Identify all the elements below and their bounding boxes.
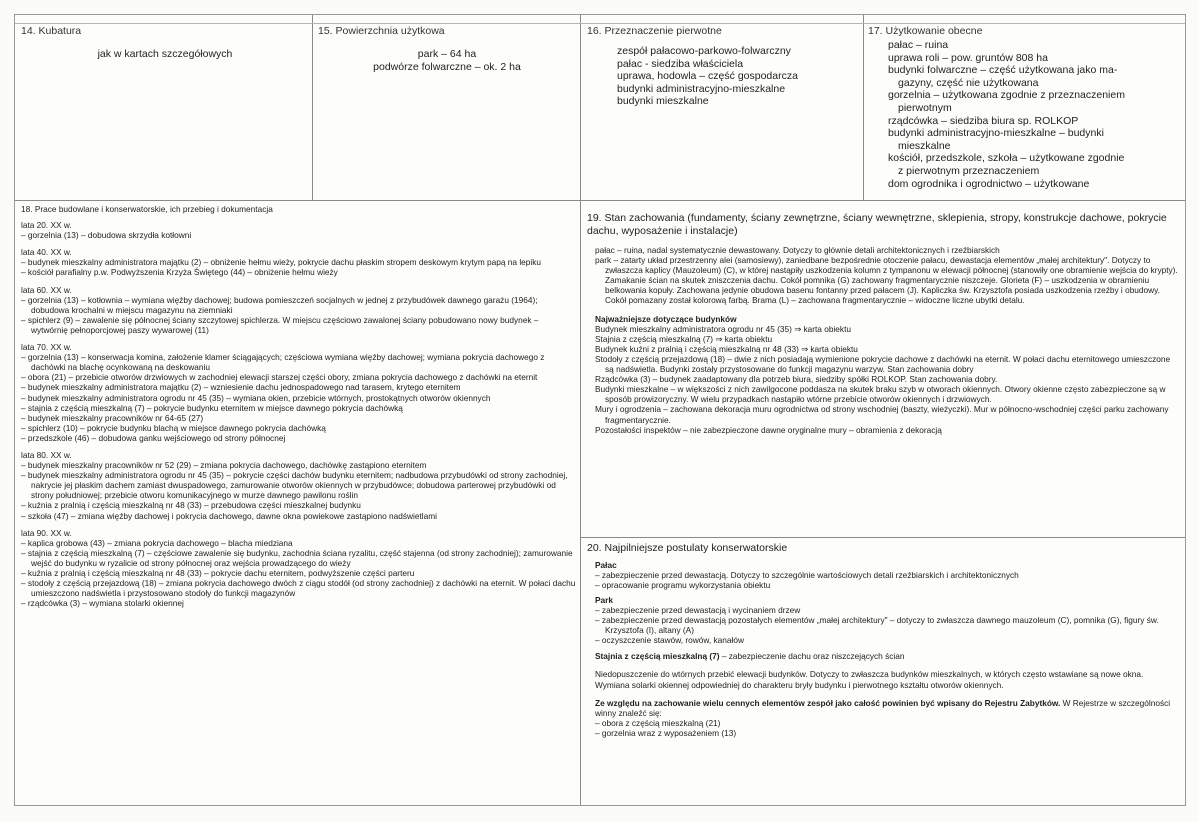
text-line: budynki administracyjno-mieszkalne – budynki <box>888 127 1104 140</box>
text-line: mieszkalne <box>898 139 951 152</box>
text-line: rządcówka – siedziba biura sp. ROLKOP <box>888 114 1079 127</box>
period-label: lata 20. XX w. <box>21 220 72 231</box>
list-item: – opracowanie programu wykorzystania obiektu <box>595 579 771 590</box>
text-line: zespół pałacowo-parkowo-folwarczny <box>617 45 791 57</box>
works-period <box>21 450 576 521</box>
text-line: pałac – ruina <box>888 39 949 51</box>
text-line: pierwotnym <box>898 101 952 114</box>
list-item: – obora (21) – przebicie otworów drzwiowych w zachodniej elewacji starszej części obory, zmiana pokrycia dachowego z dachówki na eternit <box>21 372 538 383</box>
text-line: budynki mieszkalne <box>617 95 709 108</box>
list-item: – spichlerz (9) – zawalenie się północnej ściany szczytowej spichlerza. W miejscu częściowo zawalonej ściany pobudowano nowy budynek – wytwórnię pełnoporcjowej paszy wywarowej (11) <box>21 314 539 335</box>
list-item: – gorzelnia (13) – konserwacja komina, założenie klamer ściągających; częściowa wymiana więźby dachowej; wymiana pokrycia dachowego z dachówki na blachę ocynkowaną na deskowaniu <box>21 352 545 373</box>
list-item: – szkoła (47) – zmiana więźby dachowej i pokrycia dachowego, dawne okna powiekowe zastąpiono nadświetlami <box>21 510 437 521</box>
list-item: Budynek mieszkalny administratora ogrodu nr 45 (35) ⇒ karta obiektu <box>595 323 851 334</box>
list-item: – budynek mieszkalny administratora majątku (2) – obniżenie hełmu wieży, pokrycie dachu płaskim stropem deskowym krytym papą na lepiku <box>21 257 542 268</box>
divider <box>15 200 1185 201</box>
works-period <box>21 220 576 240</box>
cell-postulaty <box>587 542 1178 799</box>
bold-text: Ze względu na zachowanie wielu cennych elementów zespół jako całość powinien być wpisany do Rejestru Zabytków. <box>595 697 1061 708</box>
cell-prace-budowlane <box>21 204 576 799</box>
bold-text: Stajnia z częścią mieszkalną (7) <box>595 651 720 662</box>
list-item: – budynek mieszkalny administratora ogrodu nr 45 (35) – wymiana okien, przebicie wtórnych, prostokątnych otworów okiennych <box>21 392 491 403</box>
list-item: Pozostałości inspektów – nie zabezpieczone dawne oryginalne mury – obramienia z dekoracją <box>595 424 942 435</box>
works-period <box>21 247 576 277</box>
list-item: – obora z częścią mieszkalną (21) <box>595 717 721 728</box>
section-label-palac: Pałac <box>595 559 617 570</box>
text-line: uprawa roli – pow. gruntów 808 ha <box>888 51 1048 64</box>
cell-kubatura <box>21 25 309 197</box>
list-item: – budynek mieszkalny pracowników nr 64-65 (27) <box>21 412 204 423</box>
works-list <box>21 220 576 608</box>
list-item: Budynki mieszkalne – w większości z nich zawilgocone poddasza na skutek braku szyb w otworach okiennych. Otwory okienne często zabezpieczone są w sposób prowizoryczny. W wielu przypadkach nastąpiło wtórne przebicie otworów okiennych i drzwiowych. <box>595 384 1166 405</box>
list-item: Rządcówka (3) – budynek zaadaptowany dla potrzeb biura, siedziby spółki ROLKOP. Stan zachowania dobry. <box>595 374 998 385</box>
text-line: dom ogrodnika i ogrodnictwo – użytkowane <box>888 177 1090 190</box>
cell-header: 14. Kubatura <box>21 25 82 37</box>
text-line: gorzelnia – użytkowana zgodnie z przeznaczeniem <box>888 89 1125 102</box>
cell-header: 19. Stan zachowania (fundamenty, ściany zewnętrzne, ściany wewnętrzne, sklepienia, stropy, konstrukcje dachowe, pokrycie dachu, wyposażenie i instalacje) <box>587 212 1167 237</box>
divider <box>312 15 313 200</box>
divider <box>863 15 864 200</box>
period-label: lata 90. XX w. <box>21 527 72 538</box>
list-item: – przedszkole (46) – dobudowa ganku wejściowego od strony północnej <box>21 432 286 443</box>
list-item: – spichlerz (10) – pokrycie budynku blachą w miejsce dawnego pokrycia dachówką <box>21 422 326 433</box>
text-line: gazyny, część nie użytkowana <box>898 76 1039 89</box>
cell-header: 20. Najpilniejsze postulaty konserwatorskie <box>587 542 788 554</box>
text-line: pałac - siedziba właściciela <box>617 57 744 70</box>
stajnia-postulate <box>595 651 1178 661</box>
cell-header: 15. Powierzchnia użytkowa <box>318 25 445 37</box>
works-period <box>21 342 576 443</box>
register-postulate <box>595 698 1178 718</box>
list-item: – stajnia z częścią mieszkalną (7) – częściowe zawalenie się budynku, zachodnia ściana ryzalitu, część stajenna (od strony zachodniej); zamurowanie wejść do budynku w ryzalicie od strony północnej oraz wejścia prowadzącego do wieży <box>21 547 573 568</box>
text-paragraph: Niedopuszczenie do wtórnych przebić elewacji budynków. Dotyczy to zwłaszcza budynków mieszkalnych, w których często wstawiane są nowe okna. Wymiana solarki okiennej odpowiedniej do charakteru bryły budynku i pierwotnego kształtu otworów okiennych. <box>595 669 1144 690</box>
condition-intro <box>595 245 1178 306</box>
cell-header: 16. Przeznaczenie pierwotne <box>587 25 722 37</box>
list-item: – budynek mieszkalny administratora majątku (2) – wzniesienie dachu jednospadowego nad tarasem, krytego eternitem <box>21 382 461 393</box>
list-item: – budynek mieszkalny pracowników nr 52 (29) – zmiana pokrycia dachowego, dachówkę zastąpiono eternitem <box>21 460 427 471</box>
period-label: lata 40. XX w. <box>21 247 72 258</box>
list-item: Mury i ogrodzenia – zachowana dekoracja muru ogrodnictwa od strony wschodniej (baszty, wieżyczki). Mur w północno-wschodniej części parku zachowany fragmentarycznie. <box>595 404 1169 425</box>
list-item: Stodoły z częścią przejazdową (18) – dwie z nich posiadają wymienione pokrycie dachowe z dachówki na eternit. W połaci dachu eternitowego umieszczone są nadświetla. Budynki zostały przystosowane do funkcji magazynu warzyw. Stan zachowania dobry <box>595 353 1171 375</box>
text: – zabezpieczenie dachu oraz niszczejących ścian <box>719 651 905 662</box>
section-subheader: Najważniejsze dotyczące budynków <box>595 313 737 324</box>
cell-value <box>318 48 576 73</box>
list-item: – gorzelnia (13) – kotłownia – wymiana więźby dachowej; budowa pomieszczeń socjalnych w jednej z przybudówek dawnego garażu (1964); dobudowa krochalni w miejscu magazynu na ziemniaki <box>21 294 538 315</box>
text-line: z pierwotnym przeznaczeniem <box>898 164 1040 177</box>
list-item: – rządcówka (3) – wymiana stolarki okiennej <box>21 598 184 609</box>
period-label: lata 80. XX w. <box>21 449 72 460</box>
text-line: podwórze folwarczne – ok. 2 ha <box>373 60 521 73</box>
text: W Rejestrze w szczególności winny znaleźć się: <box>595 697 1171 718</box>
text-paragraph: park – zatarty układ przestrzenny alei (samosiewy), zaniedbane bezpośrednie otoczenie pałacu, dewastacja elementów „małej architektury". Dotyczy to zwłaszcza kaplicy (Mauzoleum) (C), w której nastąpiły uszkodzenia kolumn z tympanonu w elewacji północnej (stanowiły one obramienie wejścia do krypty). Zamakanie ścian na skutek zniszczenia dachu. Cokół pomnika (G) zachowany fragmentarycznie niszczeje. Glorieta (F) – uszkodzenia w obramieniu belkowania kopuły. Zachowana jedynie obudowa basenu fontanny przed pałacem (J). Kapliczka św. Krzysztofa posiada uszkodzenia rzeźby i obudowy. Cokół pomazany został kolorową farbą. Brama (L) – zachowana fragmentarycznie – widoczne liczne ubytki detalu. <box>595 255 1178 306</box>
list-item: – zabezpieczenie przed dewastacją i wycinaniem drzew <box>595 604 801 615</box>
list-item: Budynek kuźni z pralnią i częścią mieszkalną nr 48 (33) ⇒ karta obiektu <box>595 343 858 354</box>
list-item: – gorzelnia (13) – dobudowa skrzydła kotłowni <box>21 230 192 241</box>
list-item: – budynek mieszkalny administratora ogrodu nr 45 (35) – pokrycie części dachów budynku eternitem; nadbudowa przybudówki od strony zachodniej, nakrycie jej płaskim dachem zamiast dwuspadowego, zamurowanie otworów okiennych w przybudówce; dobudowa parterowej przybudówki od strony południowej; przebicie otworu komunikacyjnego w murze dawnego pawilonu roślin <box>21 470 568 501</box>
cell-value <box>587 45 859 108</box>
list-item: – stodoły z częścią przejazdową (18) – zmiana pokrycia dachowego dwóch z ciągu stodół (od strony zachodniej) z dachówki na eternit. W połaci dachu umieszczono nadświetla i przystosowano stodoły do funkcji magazynów <box>21 578 576 599</box>
divider <box>581 537 1185 538</box>
list-item: – kuźnia z pralnią i częścią mieszkalną nr 48 (33) – przebudowa części mieszkalnej budynku <box>21 500 361 511</box>
list-item: – kaplica grobowa (43) – zmiana pokrycia dachowego – blacha miedziana <box>21 537 293 548</box>
list-item: – stajnia z częścią mieszkalną (7) – pokrycie budynku eternitem w miejsce dawnego pokrycia dachówką <box>21 402 403 413</box>
text-line: budynki administracyjno-mieszkalne <box>617 82 786 95</box>
list-item: Stajnia z częścią mieszkalną (7) ⇒ karta obiektu <box>595 333 773 344</box>
cell-value <box>868 39 1182 190</box>
list-item: – zabezpieczenie przed dewastacją pozostałych elementów „małej architektury" – dotyczy to zwłaszcza dawnego mauzoleum (C), pomnika (G), figury św. Krzysztofa (I), altany (A) <box>595 615 1159 636</box>
list-item: – oczyszczenie stawów, rowów, kanałów <box>595 635 744 646</box>
text-paragraph: pałac – ruina, nadal systematycznie dewastowany. Dotyczy to głównie detali architektonicznych i rzeźbiarskich <box>595 245 1000 255</box>
period-label: lata 70. XX w. <box>21 342 72 353</box>
cell-przeznaczenie <box>587 25 859 197</box>
list-item: – kościół parafialny p.w. Podwyższenia Krzyża Świętego (44) – obniżenie hełmu wieży <box>21 267 338 278</box>
works-period <box>21 285 576 335</box>
list-item: – kuźnia z pralnią i częścią mieszkalną nr 48 (33) – pokrycie dachu eternitem, podwyższenie części parteru <box>21 568 415 578</box>
list-item: – zabezpieczenie przed dewastacją. Dotyczy to szczególnie wartościowych detali rzeźbiarskich i architektonicznych <box>595 569 1019 580</box>
text-line: kościół, przedszkole, szkoła – użytkowane zgodnie <box>888 152 1125 165</box>
divider <box>15 23 1185 24</box>
cell-header: 18. Prace budowlane i konserwatorskie, ich przebieg i dokumentacja <box>21 204 273 214</box>
text-line: park – 64 ha <box>417 48 477 60</box>
buildings-list <box>595 324 1178 435</box>
text-line: budynki folwarczne – część użytkowana jako ma- <box>888 64 1118 77</box>
cell-powierzchnia <box>318 25 576 197</box>
cell-stan-zachowania <box>587 212 1178 532</box>
document-sheet <box>14 14 1186 806</box>
cell-header: 17. Użytkowanie obecne <box>868 25 983 37</box>
divider <box>580 15 581 805</box>
list-item: – gorzelnia wraz z wyposażeniem (13) <box>595 727 737 738</box>
text-line: uprawa, hodowla – część gospodarcza <box>617 70 798 83</box>
cell-value: jak w kartach szczegółowych <box>97 48 233 60</box>
section-label-park: Park <box>595 594 613 605</box>
period-label: lata 60. XX w. <box>21 284 72 295</box>
works-period <box>21 528 576 609</box>
cell-uzytkowanie <box>868 25 1182 197</box>
